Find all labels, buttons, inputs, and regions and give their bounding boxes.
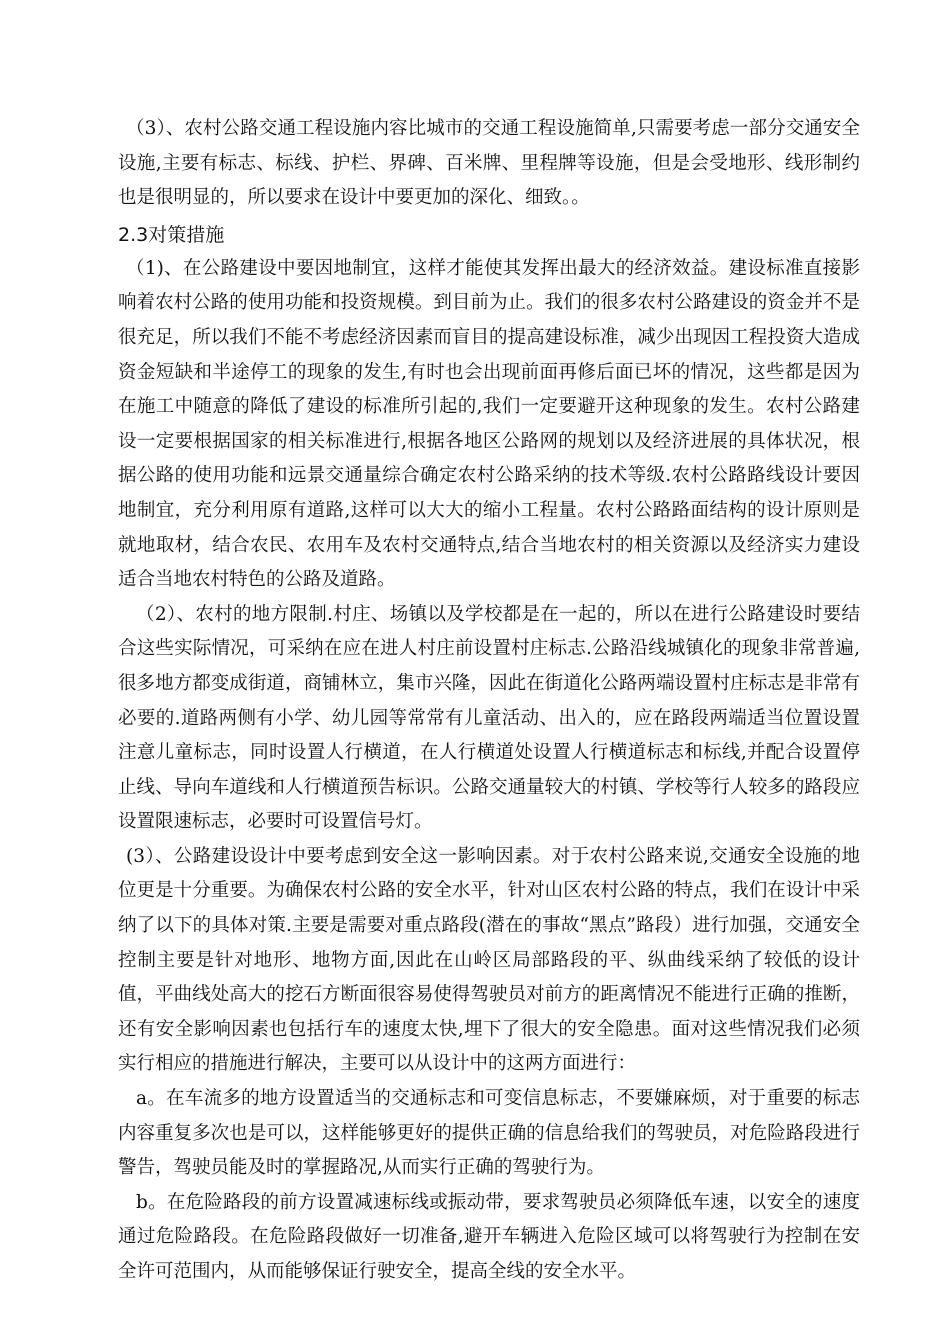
paragraph-item-b: b。在危险路段的前方设置减速标线或振动带，要求驾驶员必须降低车速，以安全的速度通过危险路段。在危险路段做好一切准备,避开车辆进入危险区域可以将驾驶行为控制在安全许可范围内，从而能够保证行驶安全，提高全线的安全水平。 xyxy=(118,1191,860,1282)
paragraph-rural-traffic-facilities: （3）、农村公路交通工程设施内容比城市的交通工程设施简单,只需要考虑一部分交通安全设施,主要有标志、标线、护栏、界碑、百米牌、里程牌等设施，但是会受地形、线形制约也是很明显的，所以要求在设计中要更加的深化、细致。。 xyxy=(118,118,860,209)
document-page xyxy=(118,112,860,1290)
paragraph-measure-3: (3）、公路建设设计中要考虑到安全这一影响因素。对于农村公路来说,交通安全设施的地位更是十分重要。为确保农村公路的安全水平，针对山区农村公路的特点，我们在设计中采纳了以下的具体对策.主要是需要对重点路段(潜在的事故“黑点”路段）进行加强，交通安全控制主要是针对地形、地物方面,因此在山岭区局部路段的平、纵曲线采纳了较低的设计值，平曲线处高大的挖石方断面很容易使得驾驶员对前方的距离情况不能进行正确的推断，还有安全影响因素也包括行车的速度太快,埋下了很大的安全隐患。面对这些情况我们必须实行相应的措施进行解决，主要可以从设计中的这两方面进行： xyxy=(118,845,860,1075)
paragraph-item-a: a。在车流多的地方设置适当的交通标志和可变信息标志，不要嫌麻烦，对于重要的标志内容重复多次也是可以，这样能够更好的提供正确的信息给我们的驾驶员，对危险路段进行警告，驾驶员能及时的掌握路况,从而实行正确的驾驶行为。 xyxy=(118,1088,860,1179)
paragraph-measure-1: （1)、在公路建设中要因地制宜，这样才能使其发挥出最大的经济效益。建设标准直接影响着农村公路的使用功能和投资规模。到目前为止。我们的很多农村公路建设的资金并不是很充足，所以我们不能不考虑经济因素而盲目的提高建设标准，减少出现因工程投资大造成资金短缺和半途停工的现象的发生,有时也会出现前面再修后面已坏的情况，这些都是因为在施工中随意的降低了建设的标准所引起的,我们一定要避开这种现象的发生。农村公路建设一定要根据国家的相关标准进行,根据各地区公路网的规划以及经济进展的具体状况，根据公路的使用功能和远景交通量综合确定农村公路采纳的技术等级.农村公路路线设计要因地制宜，充分利用原有道路,这样可以大大的缩小工程量。农村公路路面结构的设计原则是就地取材，结合农民、农用车及农村交通特点,结合当地农村的相关资源以及经济实力建设适合当地农村特色的公路及道路。 xyxy=(118,257,860,591)
section-heading: 2.3对策措施 xyxy=(118,223,225,246)
paragraph-measure-2: （2）、农村的地方限制.村庄、场镇以及学校都是在一起的，所以在进行公路建设时要结合这些实际情况，可采纳在应在进人村庄前设置村庄标志.公路沿线城镇化的现象非常普遍,很多地方都变成街道，商铺林立，集市兴隆，因此在街道化公路两端设置村庄标志是非常有必要的.道路两侧有小学、幼儿园等常常有儿童活动、出入的，应在路段两端适当位置设置注意儿童标志，同时设置人行横道，在人行横道处设置人行横道标志和标线,并配合设置停止线、导向车道线和人行横道预告标识。公路交通量较大的村镇、学校等行人较多的路段应设置限速标志，必要时可设置信号灯。 xyxy=(118,603,860,833)
